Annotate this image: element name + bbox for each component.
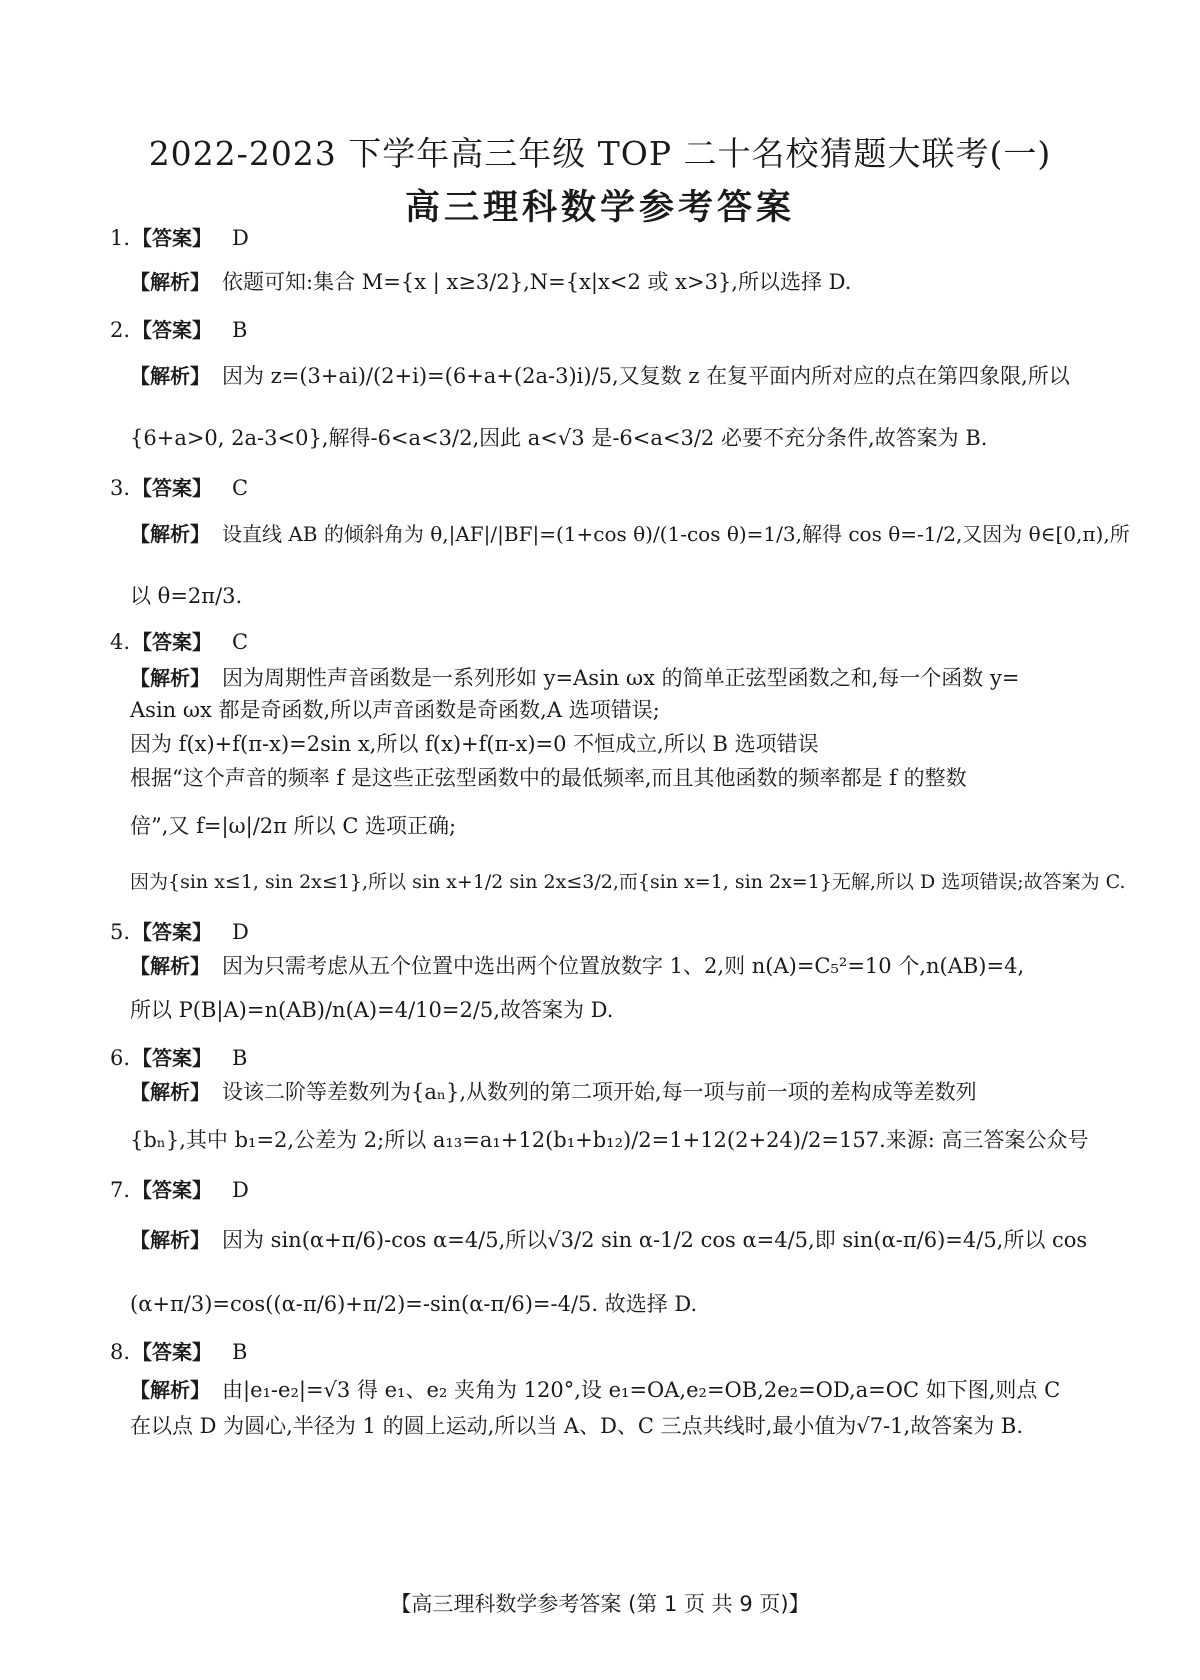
- answer-label: 【答案】: [132, 226, 212, 250]
- answer-line-q7: [110, 1176, 249, 1204]
- answer-value: B: [232, 1340, 248, 1364]
- question-number: 1.: [110, 226, 131, 250]
- analysis-text: 依题可知:集合 M={x | x≥3/2},N={x|x<2 或 x>3},所以选择 D.: [222, 270, 852, 294]
- analysis-continuation: 倍”,又 f=|ω|/2π 所以 C 选项正确;: [130, 814, 457, 838]
- analysis-continuation: 因为 f(x)+f(π-x)=2sin x,所以 f(x)+f(π-x)=0 不恒成立,所以 B 选项错误: [130, 732, 819, 756]
- analysis-line: [130, 268, 851, 296]
- analysis-line: [130, 664, 1019, 692]
- question-number: 6.: [110, 1046, 131, 1070]
- page-title: 2022-2023 下学年高三年级 TOP 二十名校猜题大联考(一): [148, 134, 1052, 173]
- analysis-continuation: {6+a>0, 2a-3<0},解得-6<a<3/2,因此 a<√3 是-6<a<3/2 必要不充分条件,故答案为 B.: [130, 426, 988, 450]
- question-number: 5.: [110, 920, 131, 944]
- analysis-label: 【解析】: [130, 954, 210, 978]
- answer-value: B: [232, 318, 248, 342]
- answer-label: 【答案】: [132, 476, 212, 500]
- question-number: 7.: [110, 1178, 131, 1202]
- answer-value: D: [232, 920, 249, 944]
- answer-label: 【答案】: [132, 1178, 212, 1202]
- analysis-continuation: 根据“这个声音的频率 f 是这些正弦型函数中的最低频率,而且其他函数的频率都是 f 的整数: [130, 766, 967, 790]
- answer-line-q4: [110, 628, 248, 656]
- analysis-line: [130, 362, 1070, 390]
- question-number: 4.: [110, 630, 131, 654]
- analysis-label: 【解析】: [130, 1228, 210, 1252]
- answer-label: 【答案】: [132, 630, 212, 654]
- analysis-text: 因为 z=(3+ai)/(2+i)=(6+a+(2a-3)i)/5,又复数 z 在复平面内所对应的点在第四象限,所以: [222, 364, 1070, 388]
- analysis-text: 设该二阶等差数列为{aₙ},从数列的第二项开始,每一项与前一项的差构成等差数列: [222, 1080, 977, 1104]
- analysis-line: [130, 1078, 977, 1106]
- answer-label: 【答案】: [132, 920, 212, 944]
- analysis-line: [130, 1376, 1060, 1404]
- question-number: 3.: [110, 476, 131, 500]
- answer-line-q3: [110, 474, 248, 502]
- analysis-label: 【解析】: [130, 666, 210, 690]
- answer-line-q6: [110, 1044, 247, 1072]
- analysis-continuation: 所以 P(B|A)=n(AB)/n(A)=4/10=2/5,故答案为 D.: [130, 998, 614, 1022]
- answer-value: D: [232, 226, 249, 250]
- analysis-continuation: 因为{sin x≤1, sin 2x≤1},所以 sin x+1/2 sin 2x≤3/2,而{sin x=1, sin 2x=1}无解,所以 D 选项错误;故答案为 C.: [130, 871, 1126, 893]
- question-number: 8.: [110, 1340, 131, 1364]
- analysis-text: 由|e₁-e₂|=√3 得 e₁、e₂ 夹角为 120°,设 e₁=OA,e₂=OB,2e₂=OD,a=OC 如下图,则点 C: [222, 1378, 1061, 1402]
- answer-label: 【答案】: [132, 1340, 212, 1364]
- answer-value: C: [232, 630, 249, 654]
- answer-value: C: [232, 476, 249, 500]
- analysis-text: 因为 sin(α+π/6)-cos α=4/5,所以√3/2 sin α-1/2 cos α=4/5,即 sin(α-π/6)=4/5,所以 cos: [222, 1228, 1088, 1252]
- page-subtitle: 高三理科数学参考答案: [404, 188, 795, 228]
- analysis-continuation: (α+π/3)=cos((α-π/6)+π/2)=-sin(α-π/6)=-4/5. 故选择 D.: [130, 1292, 698, 1316]
- analysis-label: 【解析】: [130, 1080, 210, 1104]
- analysis-continuation: 在以点 D 为圆心,半径为 1 的圆上运动,所以当 A、D、C 三点共线时,最小值为√7-1,故答案为 B.: [130, 1414, 1023, 1438]
- analysis-label: 【解析】: [130, 270, 210, 294]
- analysis-text: 因为只需考虑从五个位置中选出两个位置放数字 1、2,则 n(A)=C₅²=10 个,n(AB)=4,: [222, 954, 1025, 978]
- page-footer: 【高三理科数学参考答案 (第 1 页 共 9 页)】: [390, 1592, 810, 1616]
- analysis-text: 因为周期性声音函数是一系列形如 y=Asin ωx 的简单正弦型函数之和,每一个函数 y=: [222, 666, 1020, 690]
- analysis-continuation: {bₙ},其中 b₁=2,公差为 2;所以 a₁₃=a₁+12(b₁+b₁₂)/2=1+12(2+24)/2=157.来源: 高三答案公众号: [130, 1128, 1089, 1152]
- answer-line-q1: [110, 224, 249, 252]
- answer-value: D: [232, 1178, 249, 1202]
- analysis-text: 设直线 AB 的倾斜角为 θ,|AF|/|BF|=(1+cos θ)/(1-cos θ)=1/3,解得 cos θ=-1/2,又因为 θ∈[0,π),所: [222, 522, 1130, 546]
- analysis-label: 【解析】: [130, 364, 210, 388]
- analysis-line: [130, 1226, 1087, 1254]
- answer-value: B: [232, 1046, 248, 1070]
- analysis-label: 【解析】: [130, 522, 210, 546]
- answer-line-q8: [110, 1338, 247, 1366]
- analysis-continuation: Asin ωx 都是奇函数,所以声音函数是奇函数,A 选项错误;: [130, 698, 660, 722]
- analysis-line: [130, 520, 1130, 548]
- answer-line-q5: [110, 918, 249, 946]
- answer-label: 【答案】: [132, 318, 212, 342]
- analysis-line: [130, 952, 1024, 980]
- answer-line-q2: [110, 316, 247, 344]
- answer-label: 【答案】: [132, 1046, 212, 1070]
- analysis-label: 【解析】: [130, 1378, 210, 1402]
- question-number: 2.: [110, 318, 131, 342]
- analysis-continuation: 以 θ=2π/3.: [130, 584, 243, 608]
